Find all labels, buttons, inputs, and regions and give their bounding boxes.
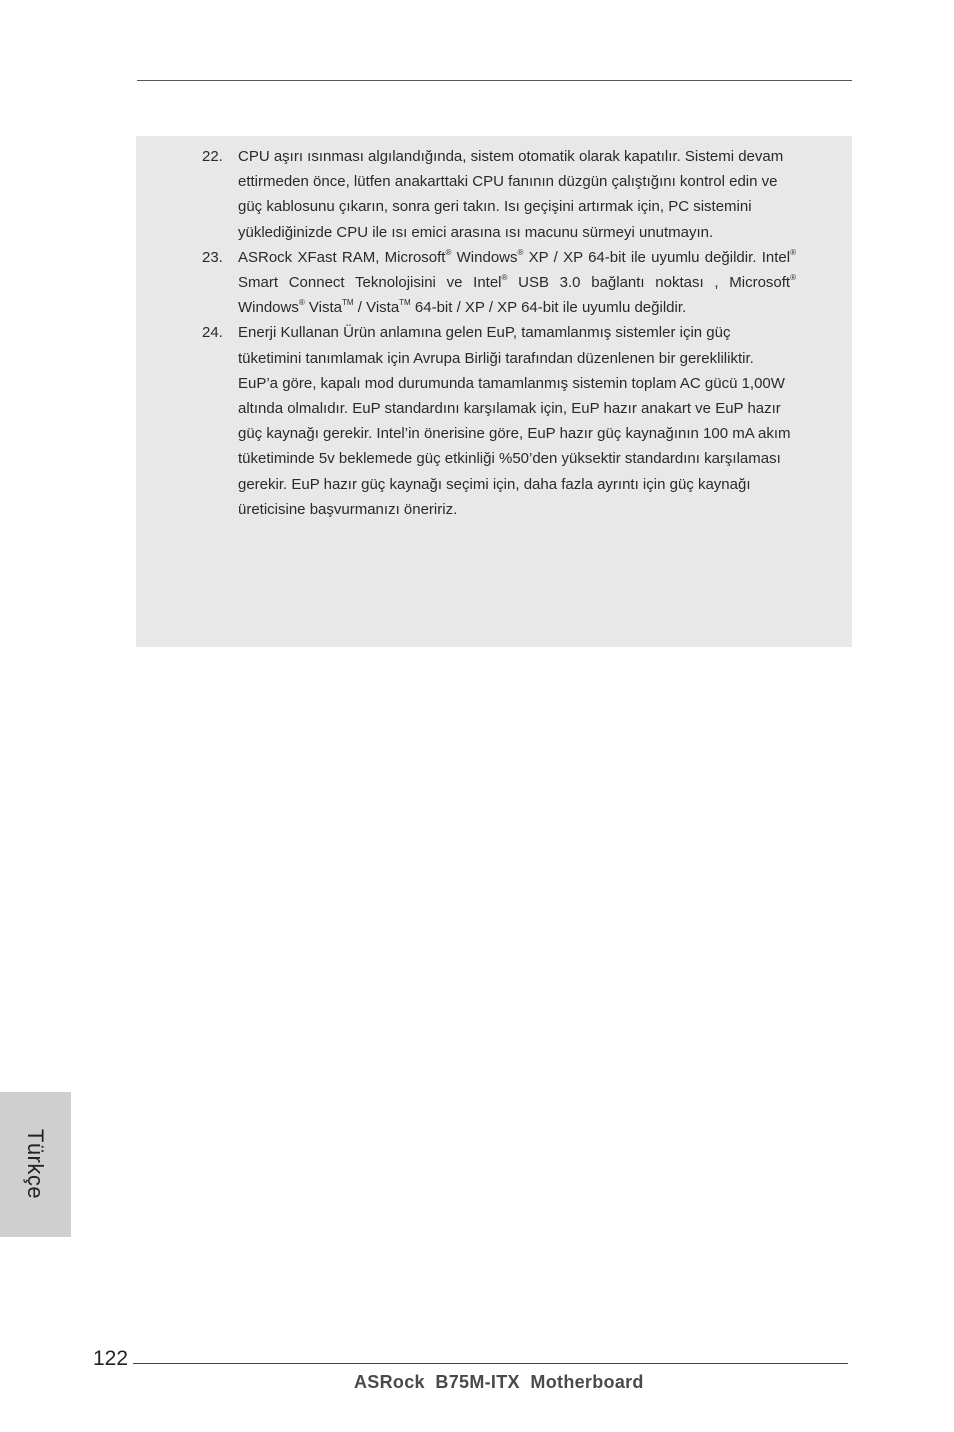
note-text-segment: 64-bit / XP / XP 64-bit ile uyumlu değildir. <box>410 299 687 317</box>
language-side-tab <box>0 1092 71 1237</box>
registered-mark: ® <box>517 247 524 257</box>
trademark-mark: TM <box>342 298 354 308</box>
language-label: Türkçe <box>23 1128 48 1200</box>
note-item-24 <box>202 320 796 522</box>
note-text-segment: ASRock XFast RAM, Microsoft <box>238 248 446 266</box>
registered-mark: ® <box>445 247 452 257</box>
note-text-segment: Windows <box>451 248 518 266</box>
registered-mark: ® <box>790 273 796 283</box>
note-text-segment: Vista <box>304 299 343 317</box>
note-text-segment: Windows <box>238 299 299 317</box>
trademark-mark: TM <box>399 298 411 308</box>
registered-mark: ® <box>501 273 508 283</box>
note-item-22 <box>202 144 796 245</box>
notes-list <box>202 144 796 522</box>
registered-mark: ® <box>298 298 305 308</box>
header-rule <box>137 80 852 81</box>
note-text-segment: / Vista <box>353 299 400 317</box>
footer-rule <box>133 1363 848 1364</box>
note-text: Enerji Kullanan Ürün anlamına gelen EuP, tamamlanmış sistemler için güç tüketimini tanımlamak için Avrupa Birliği tarafından düzenlenen bir gerekliliktir. EuP’a göre, kapalı mod durumunda tamamlanmış sistemin toplam AC gücü 1,00W altında olmalıdır. EuP standardını karşılamak için, EuP hazır anakart ve EuP hazır güç kaynağı gerekir. Intel’in önerisine göre, EuP hazır güç kaynağının 100 mA akım tüketiminde 5v beklemede güç etkinliği %50’den yüksektir standardını karşılaması gerekir. EuP hazır güç kaynağı seçimi için, daha fazla ayrıntı için güç kaynağı üreticisine başvurmanızı öneririz. <box>238 324 791 518</box>
registered-mark: ® <box>790 247 796 257</box>
note-number: 24. <box>202 324 223 342</box>
note-text-segment: XP / XP 64-bit ile uyumlu değildir. Intel <box>523 248 791 266</box>
note-text-segment: USB 3.0 bağlantı noktası , Microsoft <box>507 274 791 292</box>
note-item-23 <box>202 245 796 321</box>
note-number: 22. <box>202 148 223 165</box>
note-text: CPU aşırı ısınması algılandığında, sistem otomatik olarak kapatılır. Sistemi devam ettirmeden önce, lütfen anakarttaki CPU fanının düzgün çalıştığını kontrol edin ve güç kablosunu çıkarın, sonra geri takın. Isı geçişini artırmak için, PC sistemini yüklediğinizde CPU ile ısı emici arasına ısı macunu sürmeyi unutmayın. <box>238 148 784 241</box>
footer-title: ASRock B75M-ITX Motherboard <box>354 1372 644 1392</box>
note-number: 23. <box>202 248 223 266</box>
page-number: 122 <box>93 1347 129 1370</box>
note-text-segment: Smart Connect Teknolojisini ve Intel <box>238 274 502 292</box>
note-text <box>238 245 796 321</box>
